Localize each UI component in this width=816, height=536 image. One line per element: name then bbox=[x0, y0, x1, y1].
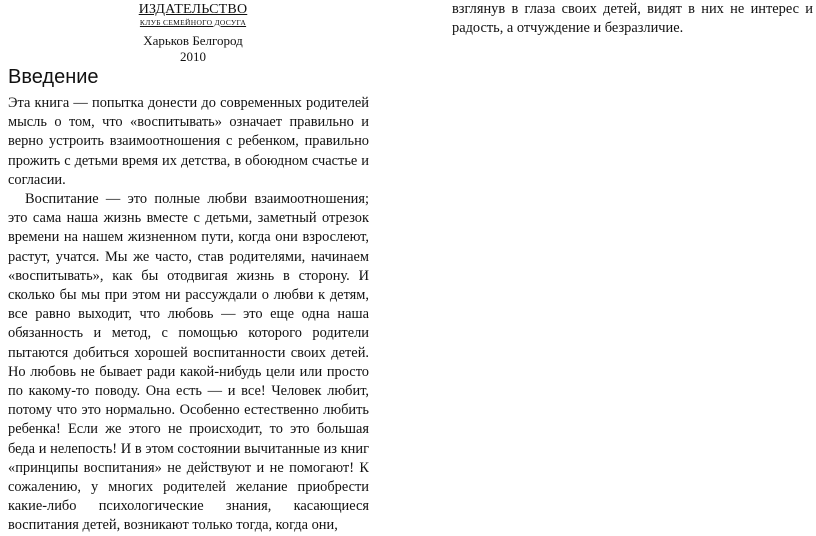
publication-year: 2010 bbox=[180, 49, 206, 64]
right-text-column bbox=[452, 0, 813, 38]
paragraph-1: Эта книга — попытка донести до современных родителей мысль о том, что «воспитывать» означает правильно и верно устроить взаимоотношения с ребенком, правильно прожить с детьми время их детства, в обоюдном счастье и согласии. bbox=[8, 95, 369, 188]
publisher-header bbox=[93, 2, 293, 65]
left-text-column bbox=[8, 94, 369, 536]
paragraph-2: Воспитание — это полные любви взаимоотношения; это сама наша жизнь вместе с детьми, заметный отрезок времени на нашем жизненном пути, когда они взрослеют, растут, учатся. Мы же часто, став родителями, начинаем «воспитывать», как бы отодвигая жизнь в сторону. И сколько бы мы при этом ни рассуждали о любви к детям, все равно выходит, что любовь — это еще одна наша обязанность и метод, с помощью которого родители пытаются добиться хорошей воспитанности своих детей. Но любовь не бывает ради какой-нибудь цели или просто по какому-то поводу. Она есть — и все! Человек любит, потому что это нормально. Особенно естественно любить ребенка! Если же этого не происходит, то это большая беда и нелепость! И в этом состоянии вычитанные из книг «принципы воспитания» не действуют и не помогают! К сожалению, у многих родителей желание приобрести какие-либо психологические знания, касающиеся воспитания детей, возникают только тогда, когда они, bbox=[8, 191, 369, 534]
publisher-club: КЛУБ СЕМЕЙНОГО ДОСУГА bbox=[139, 18, 247, 27]
chapter-title: Введение bbox=[8, 66, 99, 88]
publisher-city: Харьков Белгород bbox=[143, 33, 243, 48]
paragraph-continuation: взглянув в глаза своих детей, видят в них не интерес и радость, а отчуждение и безразличие. bbox=[452, 1, 813, 37]
publisher-name: ИЗДАТЕЛЬСТВО bbox=[138, 2, 248, 17]
